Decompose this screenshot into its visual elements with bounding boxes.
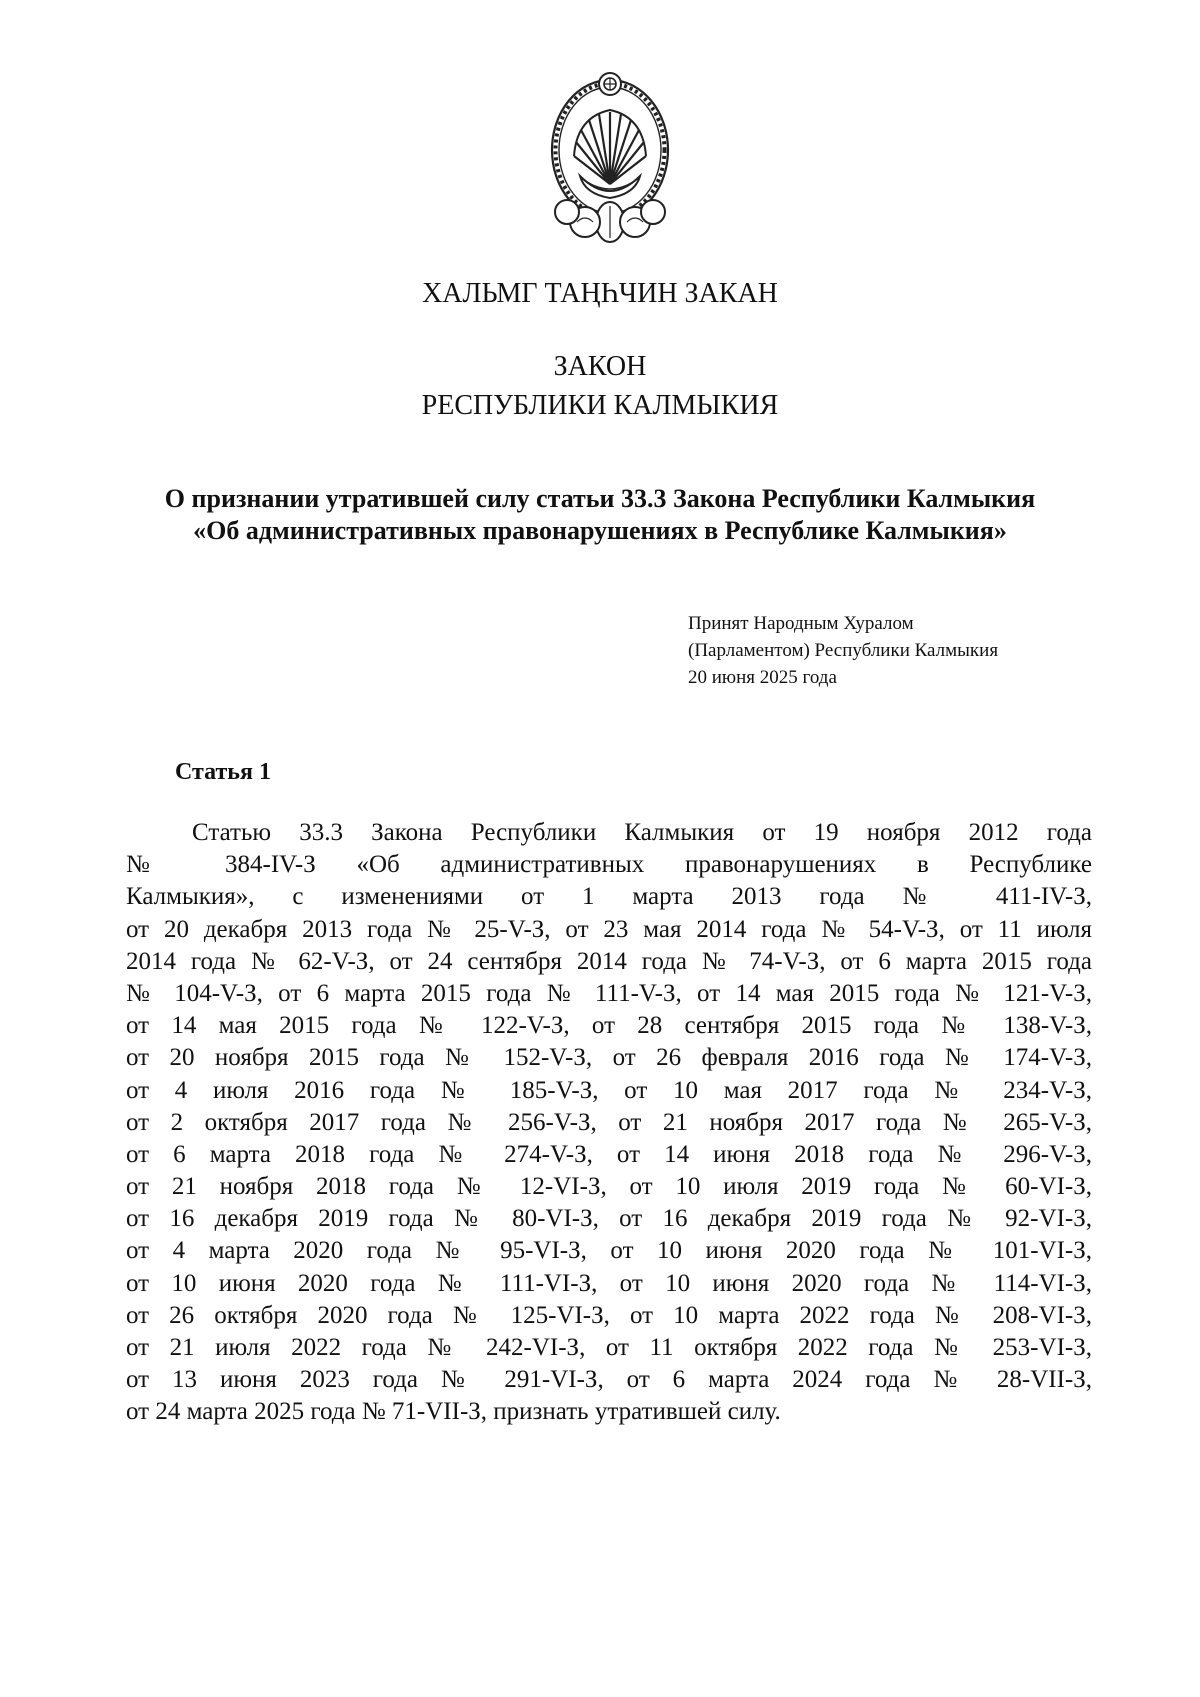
adoption-date: 20 июня 2025 года bbox=[688, 667, 837, 688]
article-line: от 10 июня 2020 года № 111-VI-З, от 10 июня 2020 года № 114-VI-З, bbox=[126, 1269, 1092, 1297]
article-line: от 24 марта 2025 года № 71-VII-З, признать утратившей силу. bbox=[126, 1398, 781, 1426]
coat-of-arms-emblem bbox=[547, 72, 673, 250]
adoption-note bbox=[688, 610, 1108, 691]
article-line: от 4 июля 2016 года № 185-V-З, от 10 мая 2017 года № 234-V-З, bbox=[126, 1076, 1092, 1104]
article-line: Статью 33.3 Закона Республики Калмыкия от 19 ноября 2012 года bbox=[192, 819, 1092, 846]
article-line: от 21 июля 2022 года № 242-VI-З, от 11 октября 2022 года № 253-VI-З, bbox=[126, 1334, 1092, 1361]
article-line: от 2 октября 2017 года № 256-V-З, от 21 ноября 2017 года № 265-V-З, bbox=[126, 1108, 1092, 1136]
subject-line: «Об административных правонарушениях в Республике Калмыкия» bbox=[193, 516, 1007, 545]
article-line: № 384-IV-З «Об административных правонарушениях в Республике bbox=[126, 851, 1092, 879]
article-line: от 13 июня 2023 года № 291-VI-З, от 6 марта 2024 года № 28-VII-З, bbox=[126, 1366, 1092, 1394]
article-body bbox=[126, 817, 1092, 1429]
article-line: от 4 марта 2020 года № 95-VI-З, от 10 июня 2020 года № 101-VI-З, bbox=[126, 1237, 1092, 1265]
subject-line: О признании утратившей силу статьи 33.3 Закона Республики Калмыкия bbox=[164, 484, 1036, 513]
article-line: от 16 декабря 2019 года № 80-VI-З, от 16 декабря 2019 года № 92-VI-З, bbox=[126, 1205, 1092, 1233]
article-line: № 104-V-З, от 6 марта 2015 года № 111-V-З, от 14 мая 2015 года № 121-V-З, bbox=[126, 979, 1092, 1007]
article-line: от 6 марта 2018 года № 274-V-З, от 14 июня 2018 года № 296-V-З, bbox=[126, 1140, 1092, 1168]
adoption-line: Принят Народным Хуралом bbox=[688, 613, 914, 634]
law-title: ЗАКОН bbox=[553, 351, 647, 382]
article-line: от 21 ноября 2018 года № 12-VI-З, от 10 июля 2019 года № 60-VI-З, bbox=[126, 1173, 1092, 1201]
adoption-line: (Парламентом) Республики Калмыкия bbox=[688, 640, 999, 661]
article-line: от 20 ноября 2015 года № 152-V-З, от 26 февраля 2016 года № 174-V-З, bbox=[126, 1044, 1092, 1072]
article-line: от 20 декабря 2013 года № 25-V-З, от 23 мая 2014 года № 54-V-З, от 11 июля bbox=[126, 915, 1092, 943]
article-line: Калмыкия», с изменениями от 1 марта 2013 года № 411-IV-З, bbox=[126, 883, 1092, 911]
article-line: от 14 мая 2015 года № 122-V-З, от 28 сентября 2015 года № 138-V-З, bbox=[126, 1012, 1092, 1040]
law-subject bbox=[120, 483, 1080, 547]
article-heading: Статья 1 bbox=[175, 759, 271, 785]
article-line: от 26 октября 2020 года № 125-VI-З, от 10 марта 2022 года № 208-VI-З, bbox=[126, 1301, 1092, 1329]
article-line: 2014 года № 62-V-З, от 24 сентября 2014 года № 74-V-З, от 6 марта 2015 года bbox=[126, 947, 1092, 975]
kalmyk-law-title: ХАЛЬМГ ТАҢҺЧИН ЗАКАН bbox=[422, 278, 778, 309]
law-title-republic: РЕСПУБЛИКИ КАЛМЫКИЯ bbox=[421, 390, 779, 421]
